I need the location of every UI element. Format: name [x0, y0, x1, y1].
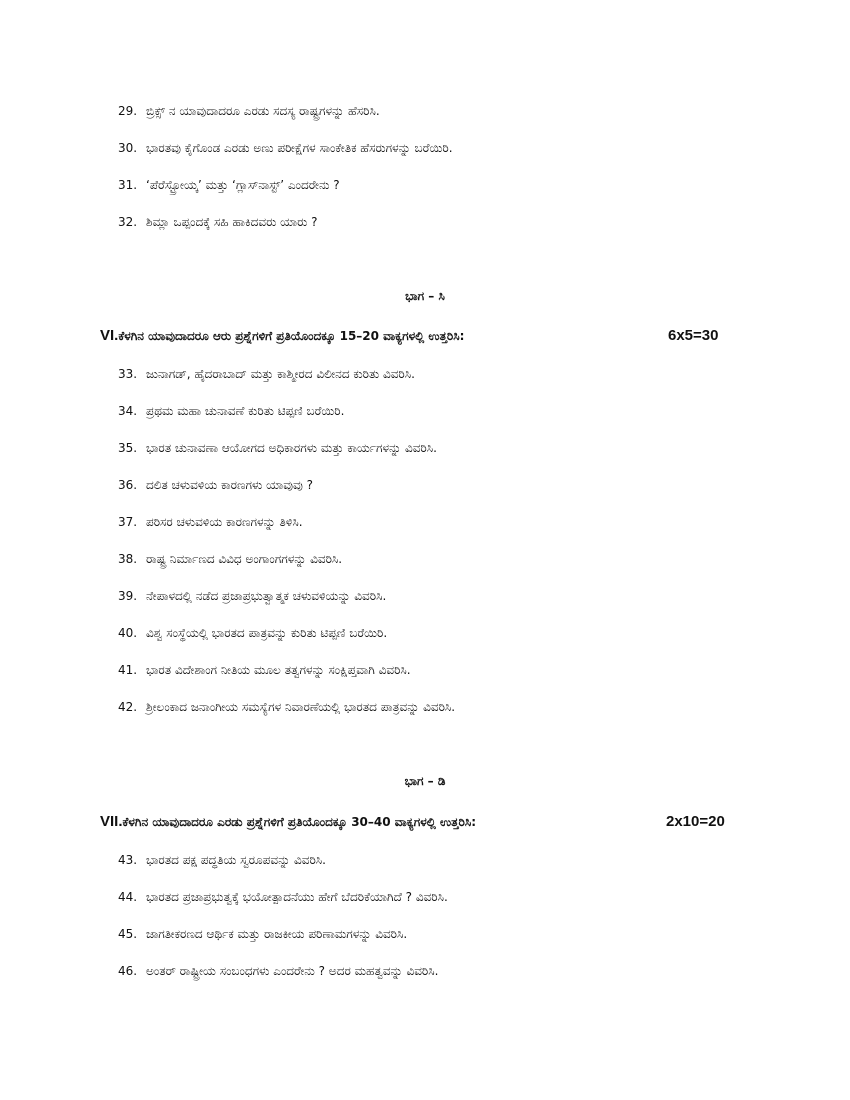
question-35: 35. ಭಾರತ ಚುನಾವಣಾ ಆಯೋಗದ ಅಧಿಕಾರಗಳು ಮತ್ತು ಕಾರ್ಯಗಳನ್ನು ವಿವರಿಸಿ.: [118, 441, 437, 455]
question-33: 33. ಜುನಾಗಡ್, ಹೈದರಾಬಾದ್ ಮತ್ತು ಕಾಶ್ಮೀರದ ವಿಲೀನದ ಕುರಿತು ವಿವರಿಸಿ.: [118, 367, 415, 381]
question-37: 37. ಪರಿಸರ ಚಳುವಳಿಯ ಕಾರಣಗಳನ್ನು ತಿಳಿಸಿ.: [118, 515, 303, 529]
part-d-instruction: VII.ಕೆಳಗಿನ ಯಾವುದಾದರೂ ಎರಡು ಪ್ರಶ್ನೆಗಳಿಗೆ ಪ್ರತಿಯೊಂದಕ್ಕೂ 30–40 ವಾಕ್ಯಗಳಲ್ಲಿ ಉತ್ತರಿಸಿ:: [100, 813, 477, 830]
question-45: 45. ಜಾಗತೀಕರಣದ ಆರ್ಥಿಕ ಮತ್ತು ರಾಜಕೀಯ ಪರಿಣಾಮಗಳನ್ನು ವಿವರಿಸಿ.: [118, 927, 408, 941]
part-c-marks: 6x5=30: [668, 327, 719, 344]
question-42: 42. ಶ್ರೀಲಂಕಾದ ಜನಾಂಗೀಯ ಸಮಸ್ಯೆಗಳ ನಿವಾರಣೆಯಲ್ಲಿ ಭಾರತದ ಪಾತ್ರವನ್ನು ವಿವರಿಸಿ.: [118, 700, 456, 714]
question-30: 30. ಭಾರತವು ಕೈಗೊಂಡ ಎರಡು ಅಣು ಪರೀಕ್ಷೆಗಳ ಸಾಂಕೇತಿಕ ಹೆಸರುಗಳನ್ನು ಬರೆಯಿರಿ.: [118, 141, 453, 155]
part-c-title: ಭಾಗ – ಸಿ: [405, 289, 445, 303]
question-46: 46. ಅಂತರ್ ರಾಷ್ಟ್ರೀಯ ಸಂಬಂಧಗಳು ಎಂದರೇನು ? ಅದರ ಮಹತ್ವವನ್ನು ವಿವರಿಸಿ.: [118, 964, 439, 978]
question-43: 43. ಭಾರತದ ಪಕ್ಷ ಪದ್ಧತಿಯ ಸ್ವರೂಪವನ್ನು ವಿವರಿಸಿ.: [118, 853, 326, 867]
question-44: 44. ಭಾರತದ ಪ್ರಜಾಪ್ರಭುತ್ವಕ್ಕೆ ಭಯೋತ್ಪಾದನೆಯು ಹೇಗೆ ಬೆದರಿಕೆಯಾಗಿದೆ ? ವಿವರಿಸಿ.: [118, 890, 448, 904]
part-d-title: ಭಾಗ – ಡಿ: [404, 774, 446, 788]
question-36: 36. ದಲಿತ ಚಳುವಳಿಯ ಕಾರಣಗಳು ಯಾವುವು ?: [118, 478, 313, 492]
question-38: 38. ರಾಷ್ಟ್ರ ನಿರ್ಮಾಣದ ವಿವಿಧ ಅಂಗಾಂಗಗಳನ್ನು ವಿವರಿಸಿ.: [118, 552, 343, 566]
question-32: 32. ಶಿಮ್ಲಾ ಒಪ್ಪಂದಕ್ಕೆ ಸಹಿ ಹಾಕಿದವರು ಯಾರು ?: [118, 215, 318, 229]
question-40: 40. ವಿಶ್ವ ಸಂಸ್ಥೆಯಲ್ಲಿ ಭಾರತದ ಪಾತ್ರವನ್ನು ಕುರಿತು ಟಿಪ್ಪಣಿ ಬರೆಯಿರಿ.: [118, 626, 388, 640]
part-c-roman: VI.: [100, 327, 119, 344]
question-31: 31. ‘ಪೆರೆಸ್ಟ್ರೋಯ್ಕ’ ಮತ್ತು ‘ಗ್ಲಾಸ್‌ನಾಸ್ಟ್’ ಎಂದರೇನು ?: [118, 178, 340, 192]
part-d-marks: 2x10=20: [666, 813, 725, 830]
question-29: 29. ಬ್ರಿಕ್ಸ್ ನ ಯಾವುದಾದರೂ ಎರಡು ಸದಸ್ಯ ರಾಷ್ಟ್ರಗಳನ್ನು ಹೆಸರಿಸಿ.: [118, 104, 380, 118]
question-39: 39. ನೇಪಾಳದಲ್ಲಿ ನಡೆದ ಪ್ರಜಾಪ್ರಭುತ್ವಾತ್ಮಕ ಚಳುವಳಿಯನ್ನು ವಿವರಿಸಿ.: [118, 589, 387, 603]
question-41: 41. ಭಾರತ ವಿದೇಶಾಂಗ ನೀತಿಯ ಮೂಲ ತತ್ವಗಳನ್ನು ಸಂಕ್ಷಿಪ್ತವಾಗಿ ವಿವರಿಸಿ.: [118, 663, 411, 677]
part-d-roman: VII.: [100, 813, 123, 830]
part-c-instruction: VI.ಕೆಳಗಿನ ಯಾವುದಾದರೂ ಆರು ಪ್ರಶ್ನೆಗಳಿಗೆ ಪ್ರತಿಯೊಂದಕ್ಕೂ 15–20 ವಾಕ್ಯಗಳಲ್ಲಿ ಉತ್ತರಿಸಿ:: [100, 327, 465, 344]
question-34: 34. ಪ್ರಥಮ ಮಹಾ ಚುನಾವಣೆ ಕುರಿತು ಟಿಪ್ಪಣಿ ಬರೆಯಿರಿ.: [118, 404, 345, 418]
